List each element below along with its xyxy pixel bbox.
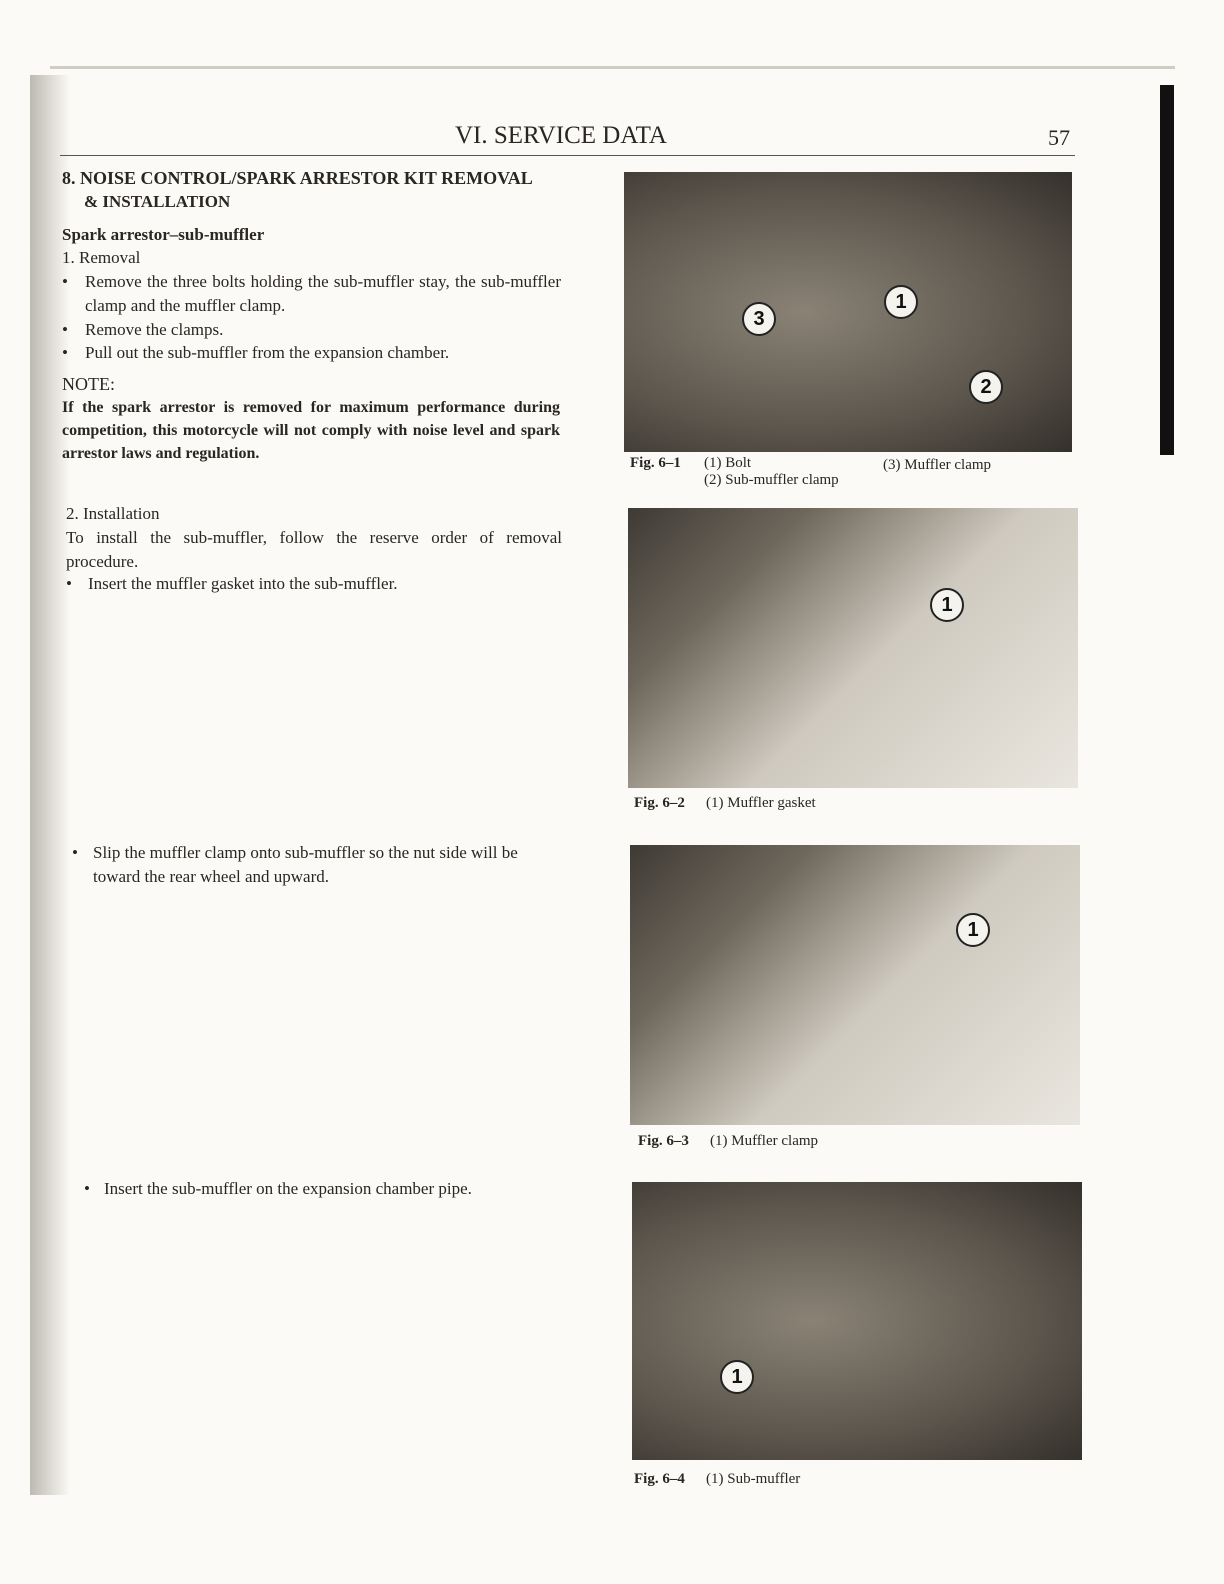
figure-6-1-label: Fig. 6–1 — [630, 455, 681, 471]
section-title-cont: & INSTALLATION — [84, 192, 231, 211]
section-title: 8. NOISE CONTROL/SPARK ARRESTOR KIT REMOVAL — [62, 168, 533, 188]
removal-heading: 1. Removal — [62, 248, 141, 267]
bullet: • — [62, 320, 68, 339]
installation-intro: To install the sub-muffler, follow the reserve order of removal procedure. — [66, 528, 562, 571]
callout-2: 2 — [969, 370, 1003, 404]
callout-1: 1 — [956, 913, 990, 947]
installation-step-2: Slip the muffler clamp onto sub-muffler so the nut side will be toward the rear wheel and upward. — [93, 843, 518, 886]
bullet: • — [66, 574, 72, 593]
scan-right-edge — [1160, 85, 1174, 455]
bullet: • — [62, 272, 68, 291]
note-text: If the spark arrestor is removed for maximum performance during competition, this motorcycle will not comply with noise level and spark arrestor laws and regulation. — [62, 399, 560, 462]
figure-6-1-item-1: (1) Bolt — [704, 455, 752, 471]
installation-heading: 2. Installation — [66, 504, 160, 523]
bullet: • — [84, 1179, 90, 1198]
installation-step-1: Insert the muffler gasket into the sub-muffler. — [88, 574, 398, 593]
figure-6-2-photo — [628, 508, 1078, 788]
figure-6-4-item-1: (1) Sub-muffler — [706, 1471, 801, 1487]
figure-6-2-item-1: (1) Muffler gasket — [706, 795, 816, 811]
removal-step-2: Remove the clamps. — [85, 320, 224, 339]
figure-6-3-photo — [630, 845, 1080, 1125]
bullet: • — [72, 843, 78, 862]
figure-6-1-item-2: (2) Sub-muffler clamp — [704, 472, 839, 488]
bullet: • — [62, 343, 68, 362]
scan-top-edge — [50, 66, 1175, 69]
figure-6-4-label: Fig. 6–4 — [634, 1471, 685, 1487]
page-number: 57 — [1048, 125, 1070, 150]
callout-1: 1 — [930, 588, 964, 622]
figure-6-3-item-1: (1) Muffler clamp — [710, 1133, 819, 1149]
callout-1: 1 — [884, 285, 918, 319]
callout-1: 1 — [720, 1360, 754, 1394]
removal-step-3: Pull out the sub-muffler from the expansion chamber. — [85, 343, 450, 362]
section-subtitle: Spark arrestor–sub-muffler — [62, 225, 265, 244]
installation-step-3: Insert the sub-muffler on the expansion chamber pipe. — [104, 1179, 472, 1198]
figure-6-1-photo — [624, 172, 1072, 452]
figure-6-4-photo — [632, 1182, 1082, 1460]
figure-6-2-label: Fig. 6–2 — [634, 795, 685, 811]
header-rule — [60, 155, 1075, 156]
note-label: NOTE: — [62, 374, 115, 394]
figure-6-3-label: Fig. 6–3 — [638, 1133, 689, 1149]
figure-6-1-item-3: (3) Muffler clamp — [883, 457, 992, 473]
removal-step-1: Remove the three bolts holding the sub-muffler stay, the sub-muffler clamp and the muffler clamp. — [85, 272, 561, 315]
callout-3: 3 — [742, 302, 776, 336]
page-header-title: VI. SERVICE DATA — [455, 122, 667, 149]
